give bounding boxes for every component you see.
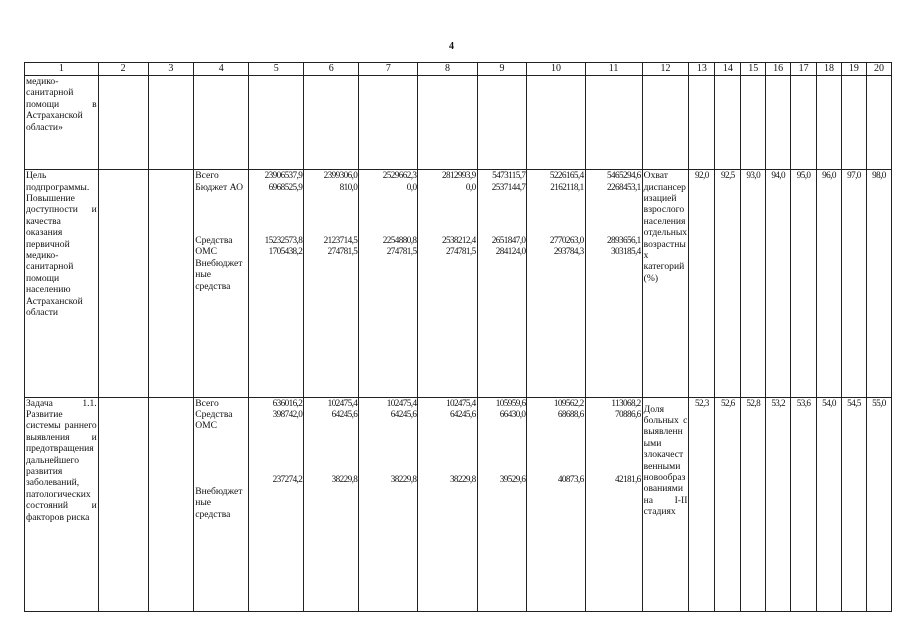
col-header: 2 xyxy=(98,63,148,76)
col-header: 13 xyxy=(689,63,715,76)
continuation-name: медико-санитарной помощи в Астраханской области» xyxy=(25,76,99,170)
source-extra-label: Внебюджетные средства xyxy=(195,257,243,292)
target-value: 52,6 xyxy=(715,397,741,611)
target-value: 94,0 xyxy=(766,170,791,397)
amount-cell: 102475,4 64245,6 38229,8 xyxy=(418,397,477,611)
indicator-name: Доля больных с выявленными злокачественными новообразованиями на I-II стадиях xyxy=(642,397,689,611)
col-header: 17 xyxy=(791,63,817,76)
amount-cell: 5226165,4 2162118,1 2770263,0 293784,3 xyxy=(527,170,585,397)
col-header: 14 xyxy=(715,63,741,76)
col-header: 1 xyxy=(25,63,99,76)
col-header: 3 xyxy=(148,63,194,76)
continuation-row xyxy=(25,76,892,170)
target-value: 92,5 xyxy=(715,170,741,397)
target-value: 96,0 xyxy=(817,170,842,397)
amount-cell: 102475,4 64245,6 38229,8 xyxy=(304,397,359,611)
program-table xyxy=(24,62,892,612)
target-value: 55,0 xyxy=(866,397,891,611)
subprogram-name: Цель подпрограммы. Повышение доступности и качества оказания первичной медико-санитарной помощи населению Астраханской области xyxy=(25,170,99,397)
col-header: 10 xyxy=(527,63,585,76)
target-value: 92,0 xyxy=(689,170,715,397)
task-name: Задача 1.1. Развитие системы раннего выявления и предотвращения дальнейшего развития заболеваний, патологических состояний и факторов риска xyxy=(25,397,99,611)
col-header: 8 xyxy=(418,63,477,76)
col-header: 12 xyxy=(642,63,689,76)
target-value: 52,3 xyxy=(689,397,715,611)
target-value: 54,0 xyxy=(817,397,842,611)
col-header: 18 xyxy=(817,63,842,76)
amount-cell: 109562,2 68688,6 40873,6 xyxy=(527,397,585,611)
page-number: 4 xyxy=(449,41,454,52)
target-value: 53,6 xyxy=(791,397,817,611)
source-total-label: Всего xyxy=(195,170,219,182)
amount-cell: 23906537,9 6968525,9 15232573,8 1705438,2 xyxy=(249,170,304,397)
col-header: 15 xyxy=(741,63,766,76)
source-budget-label: Бюджет АО xyxy=(195,181,244,193)
target-value: 97,0 xyxy=(841,170,866,397)
col-header: 19 xyxy=(841,63,866,76)
source-total-label: Всего xyxy=(195,397,219,409)
source-extra-label: Внебюджетные средства xyxy=(195,485,243,520)
col-header: 9 xyxy=(477,63,527,76)
col-header: 16 xyxy=(766,63,791,76)
amount-cell: 636016,2 398742,0 237274,2 xyxy=(249,397,304,611)
target-value: 54,5 xyxy=(841,397,866,611)
col-header: 7 xyxy=(359,63,418,76)
source-list xyxy=(194,397,249,611)
amount-cell: 2399306,0 810,0 2123714,5 274781,5 xyxy=(304,170,359,397)
target-value: 93,0 xyxy=(741,170,766,397)
source-list xyxy=(194,170,249,397)
col-header: 20 xyxy=(866,63,891,76)
amount-cell: 113068,2 70886,6 42181,6 xyxy=(585,397,642,611)
col-header: 5 xyxy=(249,63,304,76)
amount-cell: 2812993,9 0,0 2538212,4 274781,5 xyxy=(418,170,477,397)
source-oms-label: Средства ОМС xyxy=(195,234,233,258)
target-value: 95,0 xyxy=(791,170,817,397)
amount-cell: 105959,6 66430,0 39529,6 xyxy=(477,397,527,611)
target-value: 53,2 xyxy=(766,397,791,611)
target-value: 52,8 xyxy=(741,397,766,611)
task-row xyxy=(25,397,892,611)
subprogram-row xyxy=(25,170,892,397)
source-oms-label: Средства ОМС xyxy=(195,408,233,432)
amount-cell: 2529662,3 0,0 2254880,8 274781,5 xyxy=(359,170,418,397)
header-row xyxy=(25,63,892,76)
col-header: 11 xyxy=(585,63,642,76)
col-header: 4 xyxy=(194,63,249,76)
amount-cell: 102475,4 64245,6 38229,8 xyxy=(359,397,418,611)
indicator-name: Охват диспансеризацией взрослого населения отдельных возрастных категорий (%) xyxy=(642,170,689,397)
target-value: 98,0 xyxy=(866,170,891,397)
amount-cell: 5465294,6 2268453,1 2893656,1 303185,4 xyxy=(585,170,642,397)
col-header: 6 xyxy=(304,63,359,76)
amount-cell: 5473115,7 2537144,7 2651847,0 284124,0 xyxy=(477,170,527,397)
